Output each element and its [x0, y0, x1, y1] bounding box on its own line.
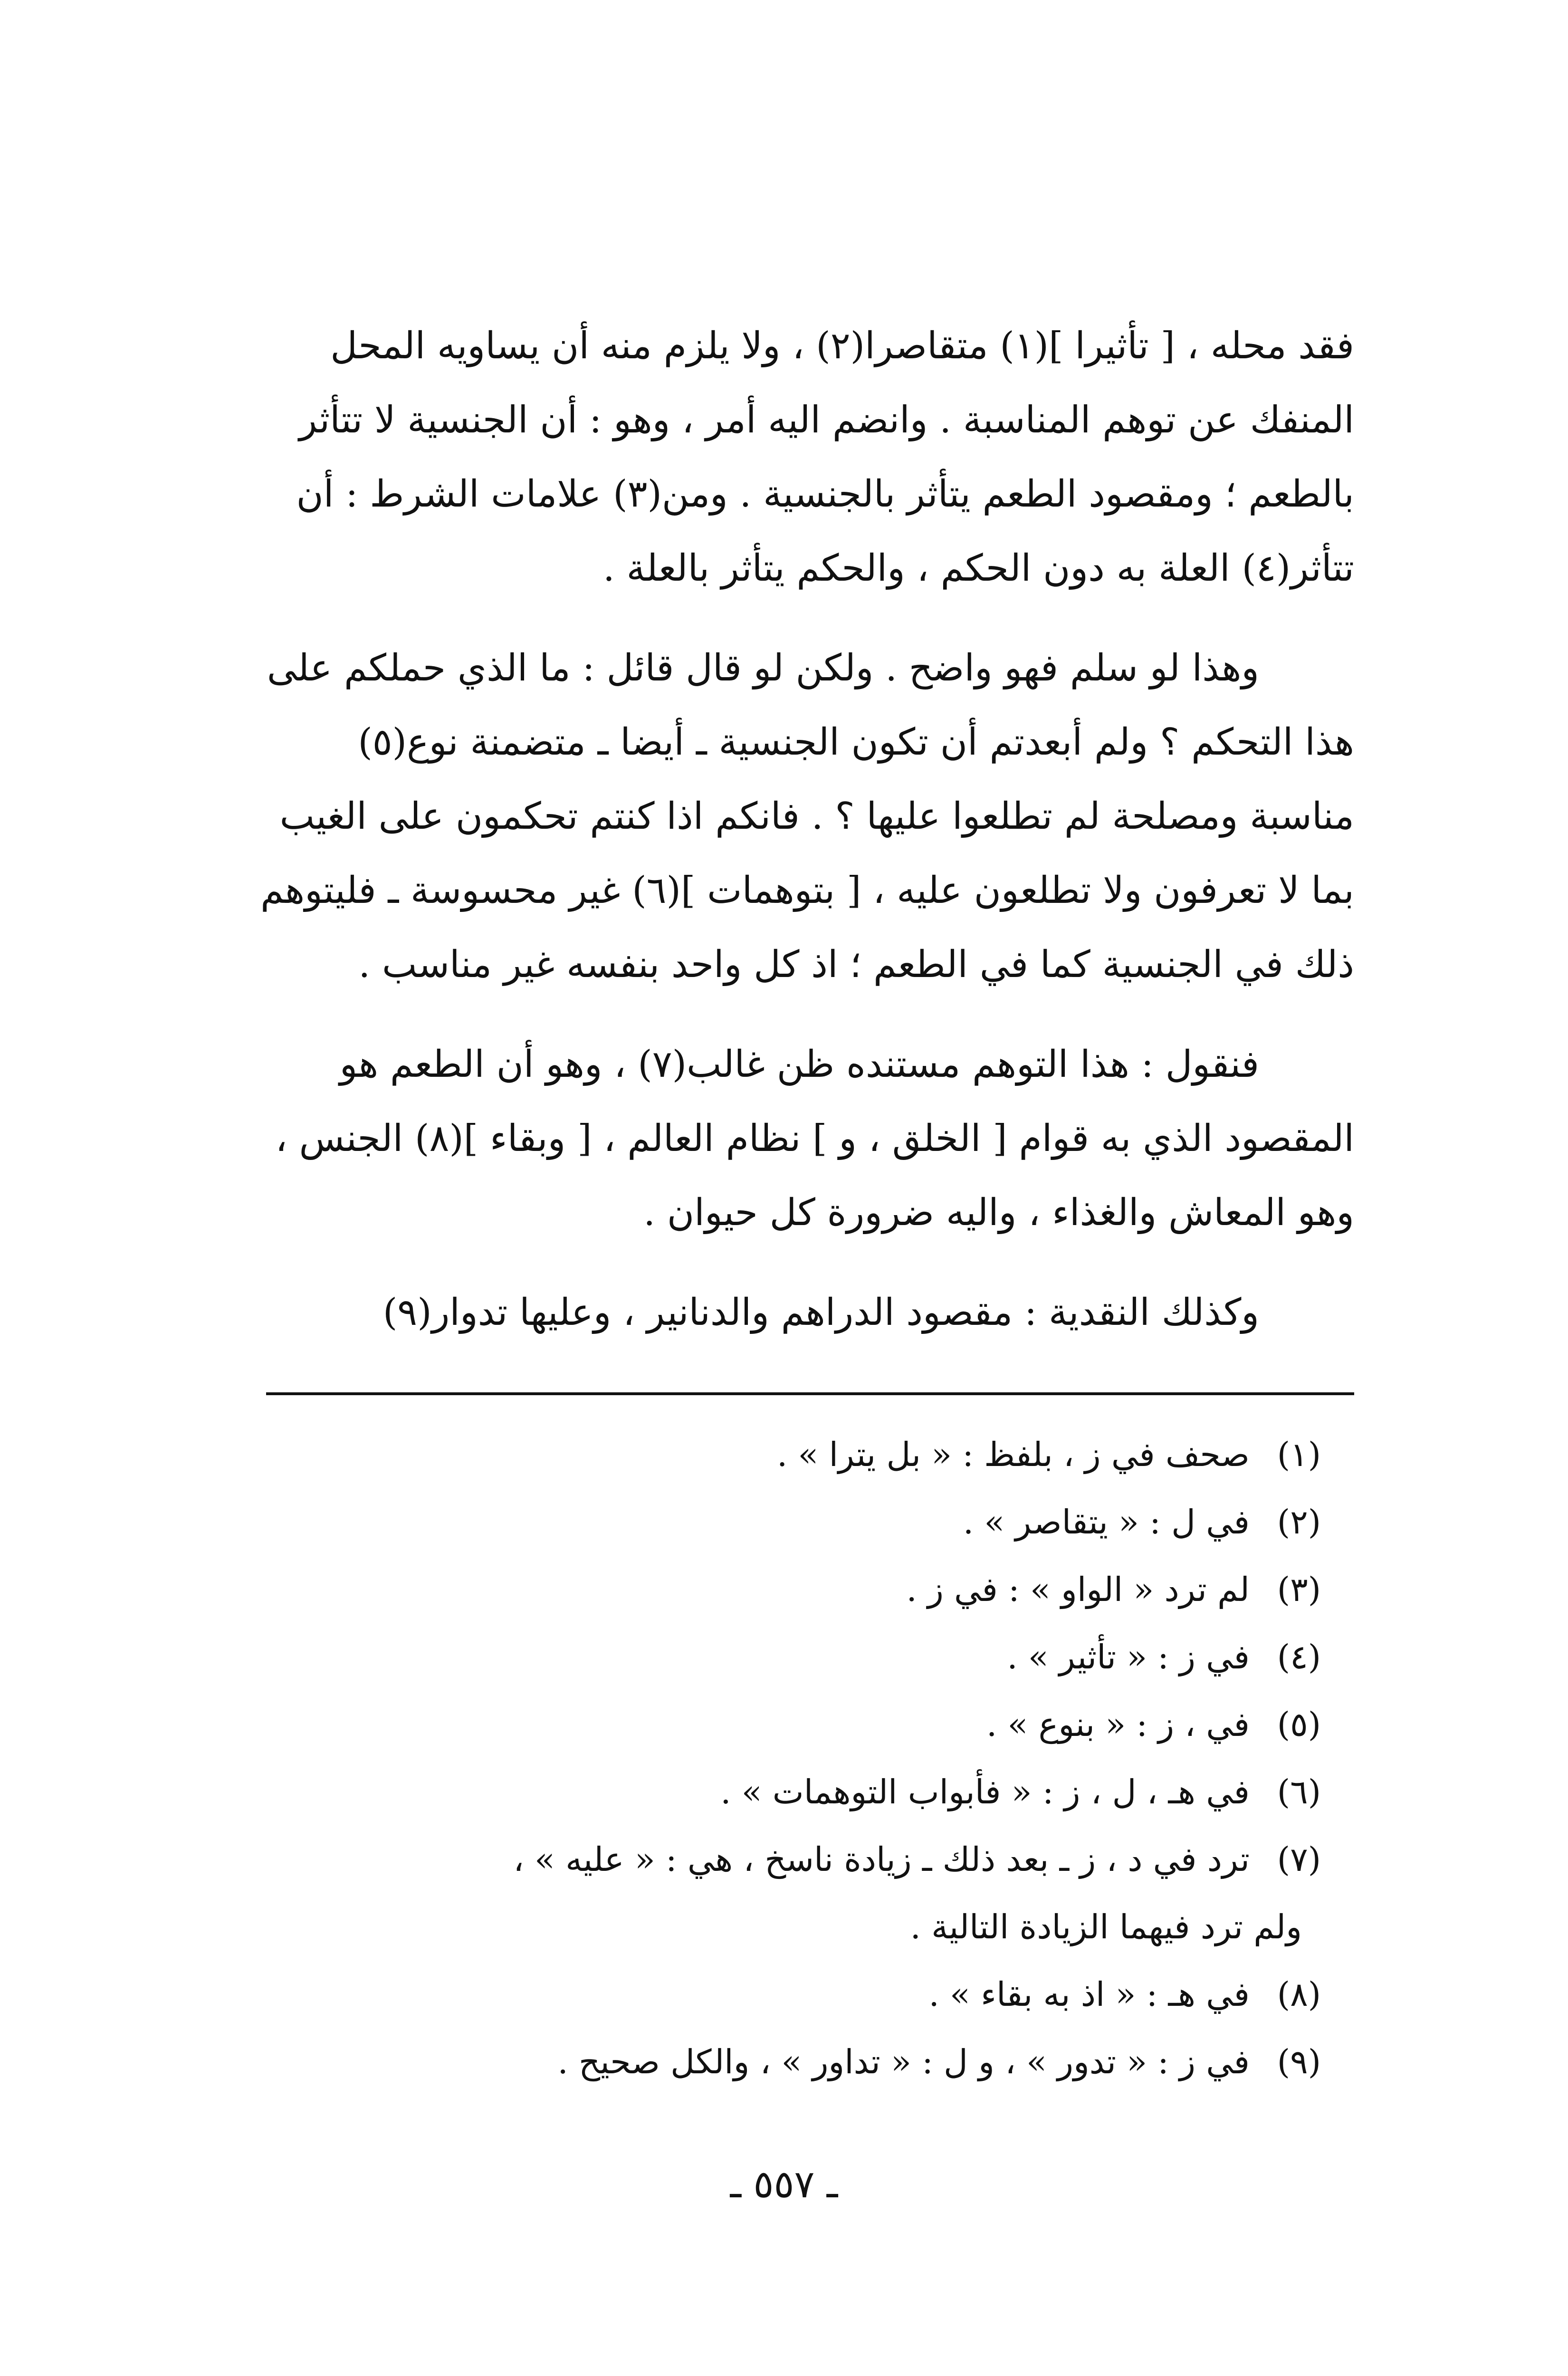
- footnote-1: [266, 1421, 1321, 1488]
- paragraph-3: [223, 1027, 1354, 1250]
- footnote-2: [266, 1488, 1321, 1556]
- text-line: المقصود الذي به قوام [ الخلق ، و ] نظام العالم ، [ وبقاء ](٨) الجنس ،: [275, 1117, 1354, 1160]
- footnote-8: [266, 1961, 1321, 2028]
- paragraph-4: [223, 1275, 1354, 1350]
- footnote-number: (١): [1277, 1435, 1321, 1474]
- paragraph-1: [223, 309, 1354, 605]
- footnote-3: [266, 1556, 1321, 1623]
- text-line: وكذلك النقدية : مقصود الدراهم والدنانير ، وعليها تدوار(٩): [382, 1291, 1259, 1334]
- footnote-9: [266, 2028, 1321, 2096]
- footnote-text: في ز : « تدور » ، و ل : « تداور » ، والكل صحيح .: [557, 2042, 1250, 2081]
- footnotes: [266, 1421, 1321, 2096]
- footnote-text: في هـ ، ل ، ز : « فأبواب التوهمات » .: [720, 1772, 1250, 1811]
- text-line: فقد محله ، [ تأثيرا ](١) متقاصرا(٢) ، ولا يلزم منه أن يساويه المحل: [330, 325, 1354, 367]
- footnote-6: [266, 1758, 1321, 1826]
- footnote-number: (٦): [1277, 1772, 1321, 1811]
- footnote-text: في ، ز : « بنوع » .: [986, 1705, 1250, 1744]
- text-line: وهذا لو سلم فهو واضح . ولكن لو قال قائل : ما الذي حملكم على: [267, 647, 1259, 690]
- footnote-4: [266, 1623, 1321, 1691]
- text-line: مناسبة ومصلحة لم تطلعوا عليها ؟ . فانكم اذا كنتم تحكمون على الغيب: [279, 795, 1354, 838]
- footnote-number: (٥): [1277, 1705, 1321, 1744]
- page-number: ـ ٥٥٧ ـ: [730, 2162, 838, 2206]
- text-line: تتأثر(٤) العلة به دون الحكم ، والحكم يتأثر بالعلة .: [602, 547, 1354, 590]
- footnote-number: (٣): [1277, 1570, 1321, 1609]
- footnote-text: ترد في د ، ز ـ بعد ذلك ـ زيادة ناسخ ، هي : « عليه » ،: [513, 1840, 1250, 1879]
- footnote-5: [266, 1691, 1321, 1758]
- footnote-7: [266, 1826, 1321, 1893]
- text-line: بالطعم ؛ ومقصود الطعم يتأثر بالجنسية . ومن(٣) علامات الشرط : أن: [296, 473, 1354, 516]
- paragraph-2: [223, 631, 1354, 1002]
- text-line: وهو المعاش والغذاء ، واليه ضرورة كل حيوان .: [643, 1191, 1354, 1234]
- footnote-number: (٨): [1277, 1975, 1321, 2014]
- text-line: المنفك عن توهم المناسبة . وانضم اليه أمر ، وهو : أن الجنسية لا تتأثر: [299, 399, 1354, 441]
- text-line: فنقول : هذا التوهم مستنده ظن غالب(٧) ، وهو أن الطعم هو: [339, 1043, 1259, 1086]
- footnote-number: (٩): [1277, 2042, 1321, 2081]
- footnote-number: (٢): [1277, 1503, 1321, 1542]
- footnote-text: صحف في ز ، بلفظ : « بل يترا » .: [777, 1435, 1250, 1474]
- footnote-number: (٧): [1277, 1840, 1321, 1879]
- footnote-text: في ل : « يتقاصر » .: [963, 1503, 1250, 1542]
- footnote-separator: [266, 1392, 1354, 1395]
- footnote-number: (٤): [1277, 1638, 1321, 1677]
- main-text: [223, 309, 1354, 1375]
- text-line: ذلك في الجنسية كما في الطعم ؛ اذ كل واحد بنفسه غير مناسب .: [358, 943, 1354, 986]
- footnote-text: لم ترد « الواو » : في ز .: [906, 1570, 1250, 1609]
- footnote-text: في ز : « تأثير » .: [1007, 1638, 1250, 1677]
- text-line: هذا التحكم ؟ ولم أبعدتم أن تكون الجنسية ـ أيضا ـ متضمنة نوع(٥): [358, 721, 1354, 764]
- footnote-7-continuation: ولم ترد فيهما الزيادة التالية .: [910, 1907, 1302, 1946]
- footnote-text: في هـ : « اذ به بقاء » .: [928, 1975, 1250, 2014]
- text-line: بما لا تعرفون ولا تطلعون عليه ، [ بتوهمات ](٦) غير محسوسة ـ فليتوهم: [260, 869, 1354, 912]
